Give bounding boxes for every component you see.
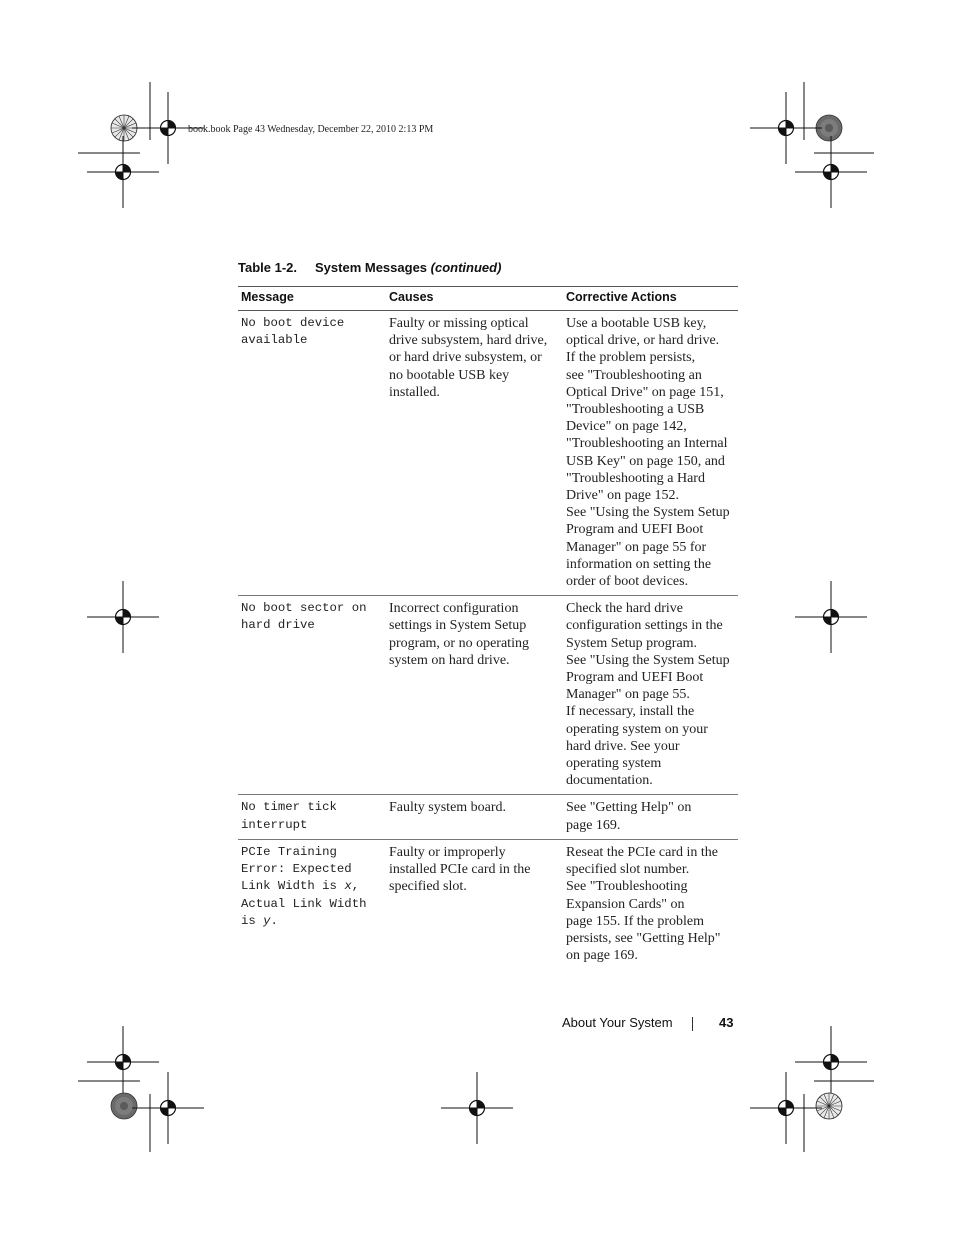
- table-row: [238, 839, 738, 969]
- actions-cell: Check the hard drive configuration settings in the System Setup program. See "Using the System Setup Program and UEFI Boot Manager" on page 55. If necessary, install the operating system on your hard drive. See your operating system documentation.: [563, 596, 738, 795]
- causes-cell: Faulty or missing optical drive subsystem, hard drive, or hard drive subsystem, or no bootable USB key installed.: [386, 311, 563, 596]
- causes-cell: Faulty system board.: [386, 795, 563, 839]
- table-row: [238, 311, 738, 596]
- table-row: [238, 795, 738, 839]
- system-messages-table: [238, 286, 738, 969]
- file-info-line: book.book Page 43 Wednesday, December 22, 2010 2:13 PM: [188, 124, 434, 135]
- footer-section-title: About Your System: [562, 1015, 673, 1030]
- message-cell: PCIe Training Error: Expected Link Width is x, Actual Link Width is y.: [241, 844, 367, 928]
- actions-cell: Reseat the PCIe card in the specified slot number. See "Troubleshooting Expansion Cards" on page 155. If the problem persists, see "Getting Help" on page 169.: [566, 844, 721, 964]
- table-continued-note: (continued): [430, 260, 502, 275]
- message-cell: No boot device available: [238, 311, 386, 596]
- page-number: 43: [719, 1015, 734, 1030]
- column-header-message: Message: [238, 287, 386, 311]
- message-cell: No timer tick interrupt: [238, 795, 386, 839]
- table-header-row: [238, 287, 738, 311]
- column-header-causes: Causes: [386, 287, 563, 311]
- actions-cell: See "Getting Help" on page 169.: [563, 795, 738, 839]
- causes-cell: Incorrect configuration settings in System Setup program, or no operating system on hard drive.: [386, 596, 563, 795]
- table-caption: [238, 260, 501, 275]
- causes-cell: Faulty or improperly installed PCIe card in the specified slot.: [389, 844, 531, 895]
- actions-cell: Use a bootable USB key, optical drive, or hard drive. If the problem persists, see "Troubleshooting an Optical Drive" on page 151, "Troubleshooting a USB Device" on page 142, "Troubleshooting an Internal USB Key" on page 150, and "Troubleshooting a Hard Drive" on page 152. See "Using the System Setup Program and UEFI Boot Manager" on page 55 for information on setting the order of boot devices.: [563, 311, 738, 596]
- table-title: System Messages: [315, 260, 428, 275]
- table-label: Table 1-2.: [238, 260, 298, 275]
- column-header-corrective-actions: Corrective Actions: [563, 287, 738, 311]
- footer-separator: [692, 1017, 693, 1031]
- table-row: [238, 596, 738, 795]
- message-cell: No boot sector on hard drive: [238, 596, 386, 795]
